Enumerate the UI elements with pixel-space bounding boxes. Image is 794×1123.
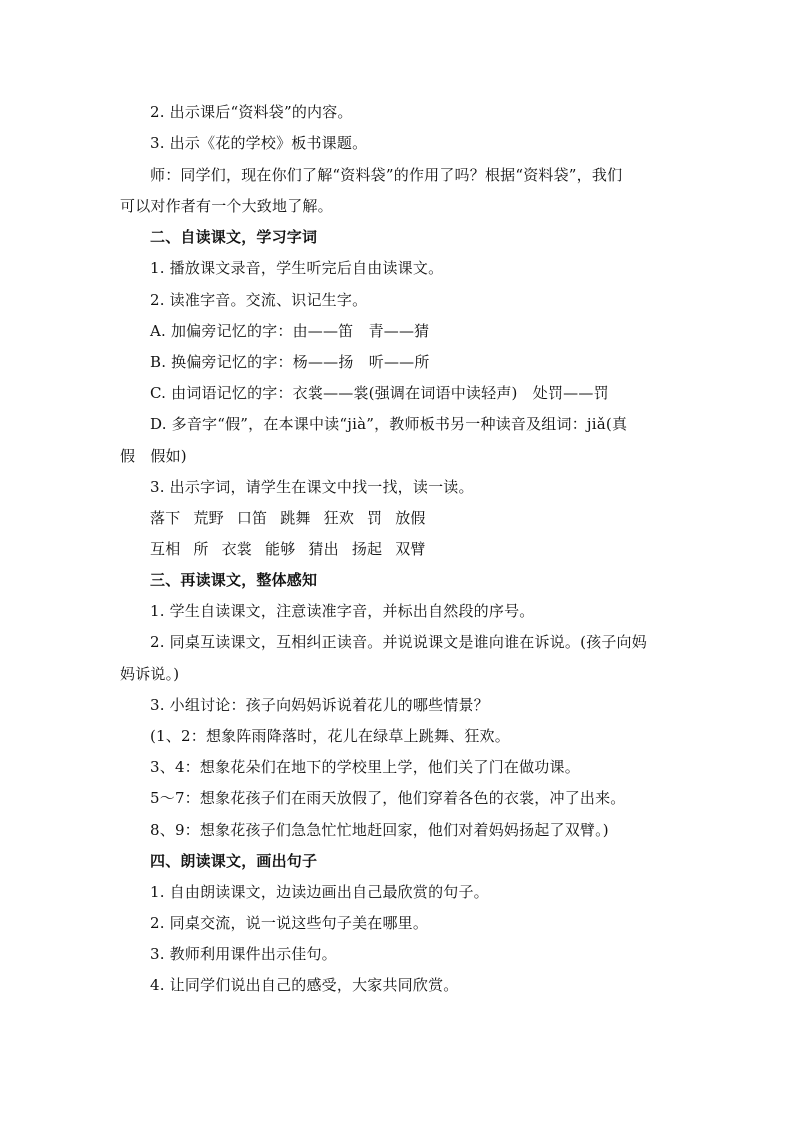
text-line: 1. 自由朗读课文，边读边画出自己最欣赏的句子。: [150, 883, 489, 901]
section-heading: 三、再读课文，整体感知: [150, 571, 318, 589]
word: 双臂: [395, 540, 426, 558]
word-list-row-1: [150, 508, 710, 528]
word: 荒野: [193, 509, 224, 527]
text-line: 2. 同桌交流，说一说这些句子美在哪里。: [150, 914, 429, 932]
word-list-row-2: [150, 539, 710, 559]
text-line: 假 假如): [120, 447, 187, 465]
text-line: (1、2：想象阵雨降落时，花儿在绿草上跳舞、狂欢。: [150, 727, 510, 745]
word: 互相: [150, 540, 181, 558]
text-line: B. 换偏旁记忆的字：杨——扬 听——所: [150, 353, 430, 371]
text-line: A. 加偏旁记忆的字：由——笛 青——猜: [150, 322, 430, 340]
section-heading: 四、朗读课文，画出句子: [150, 852, 318, 870]
text-line: 3、4：想象花朵们在地下的学校里上学，他们关了门在做功课。: [150, 758, 580, 776]
text-line: 3. 教师利用课件出示佳句。: [150, 945, 337, 963]
text-line: 2. 读准字音。交流、识记生字。: [150, 291, 368, 309]
word: 落下: [150, 509, 181, 527]
text-line: C. 由词语记忆的字：衣裳——裳(强调在词语中读轻声) 处罚——罚: [150, 384, 609, 402]
word: 衣裳: [221, 540, 253, 558]
word: 所: [193, 540, 209, 558]
word: 能够: [265, 540, 296, 558]
text-line: 妈诉说。): [120, 665, 180, 683]
text-line: D. 多音字“假”，在本课中读“jià”，教师板书另一种读音及组词：jiǎ(真: [150, 415, 628, 433]
text-line: 可以对作者有一个大致地了解。: [120, 197, 333, 215]
text-line: 1. 播放课文录音，学生听完后自由读课文。: [150, 259, 444, 277]
text-line: 8、9：想象花孩子们急急忙忙地赶回家，他们对着妈妈扬起了双臂。): [150, 821, 609, 839]
text-line: 3. 出示字词，请学生在课文中找一找，读一读。: [150, 478, 474, 496]
word: 狂欢: [323, 509, 355, 527]
word: 口笛: [236, 509, 268, 527]
word: 猜出: [308, 540, 339, 558]
section-heading: 二、自读课文，学习字词: [150, 228, 318, 246]
text-line: 3. 出示《花的学校》板书课题。: [150, 134, 368, 152]
word: 罚: [367, 509, 383, 527]
text-line: 3. 小组讨论：孩子向妈妈诉说着花儿的哪些情景？: [150, 696, 489, 714]
text-line: 1. 学生自读课文，注意读准字音，并标出自然段的序号。: [150, 602, 535, 620]
word: 放假: [395, 509, 426, 527]
word: 跳舞: [280, 509, 311, 527]
word: 扬起: [351, 540, 383, 558]
text-line: 5～7：想象花孩子们在雨天放假了，他们穿着各色的衣裳，冲了出来。: [150, 789, 626, 807]
text-line: 师：同学们，现在你们了解“资料袋”的作用了吗？根据“资料袋”，我们: [150, 166, 623, 184]
text-line: 4. 让同学们说出自己的感受，大家共同欣赏。: [150, 976, 459, 994]
text-line: 2. 同桌互读课文，互相纠正读音。并说说课文是谁向谁在诉说。(孩子向妈: [150, 633, 647, 651]
text-line: 2. 出示课后“资料袋”的内容。: [150, 103, 353, 121]
